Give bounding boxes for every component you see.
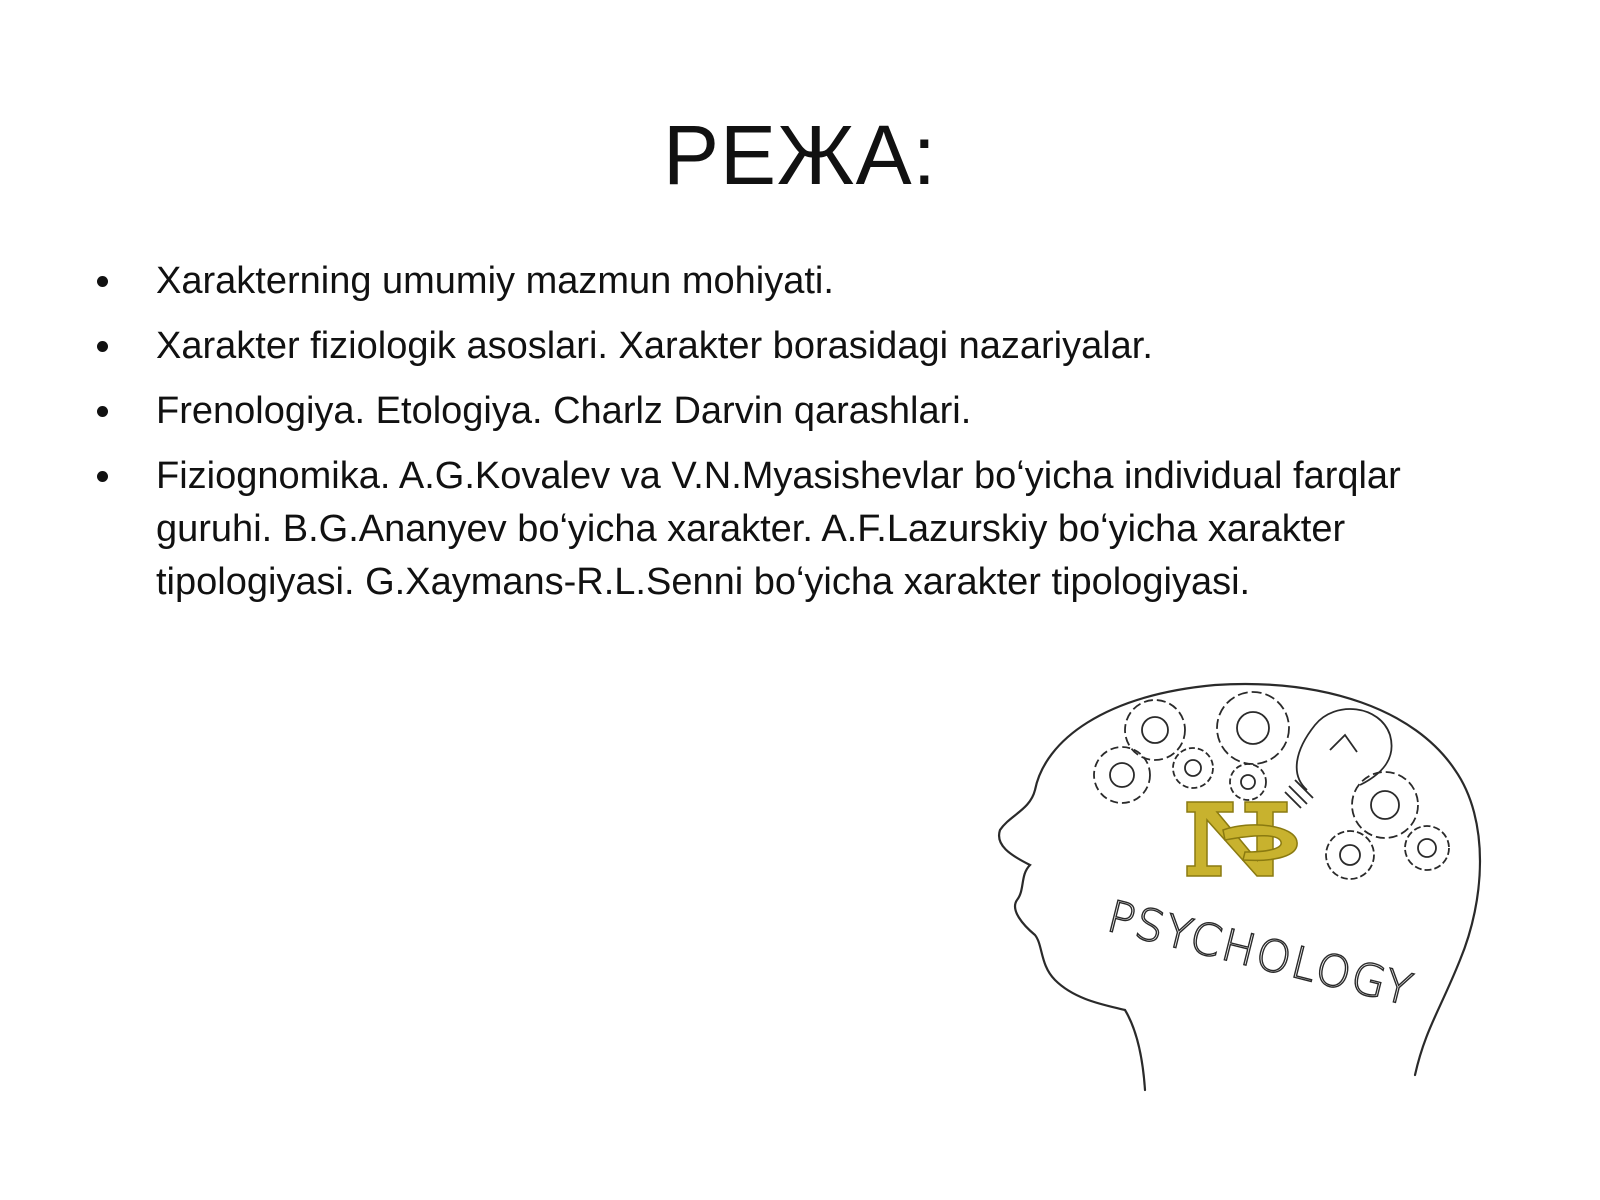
gear-icon	[1326, 831, 1374, 879]
bullet-dot-icon	[97, 276, 108, 287]
gear-icon	[1173, 748, 1213, 788]
bullet-dot-icon	[97, 471, 108, 482]
bullet-text: Frenologiya. Etologiya. Charlz Darvin qarashlari.	[156, 390, 972, 432]
head-outline	[999, 684, 1480, 1090]
gear-icon	[1125, 700, 1185, 760]
bullet-text: Xarakter fiziologik asoslari. Xarakter borasidagi nazariyalar.	[156, 325, 1153, 367]
psychology-word: PSYCHOLOGY	[1102, 891, 1420, 1017]
bullet-item	[0, 320, 1600, 373]
bullet-item	[0, 385, 1600, 438]
head-with-gears-icon	[995, 680, 1535, 1140]
gear-icon	[1230, 764, 1266, 800]
gear-icon	[1217, 692, 1289, 764]
bullet-text: Fiziognomika. A.G.Kovalev va V.N.Myasishevlar boʻyicha individual farqlar guruhi. B.G.Ananyev boʻyicha xarakter. A.F.Lazurskiy boʻyicha xarakter tipologiyasi. G.Xaymans-R.L.Senni boʻyicha xarakter tipologiyasi.	[156, 455, 1401, 603]
bullet-text: Xarakterning umumiy mazmun mohiyati.	[156, 260, 834, 302]
bullet-list	[0, 255, 1600, 621]
bullet-item	[0, 450, 1600, 609]
light-bulb-icon	[1285, 709, 1392, 808]
slide-title: РЕЖА:	[663, 108, 937, 202]
gear-icon	[1094, 747, 1150, 803]
bullet-item	[0, 255, 1600, 308]
gear-icon	[1352, 772, 1418, 838]
gear-icon	[1405, 826, 1449, 870]
bullet-dot-icon	[97, 406, 108, 417]
logo-icon	[1187, 802, 1297, 876]
bullet-dot-icon	[97, 341, 108, 352]
